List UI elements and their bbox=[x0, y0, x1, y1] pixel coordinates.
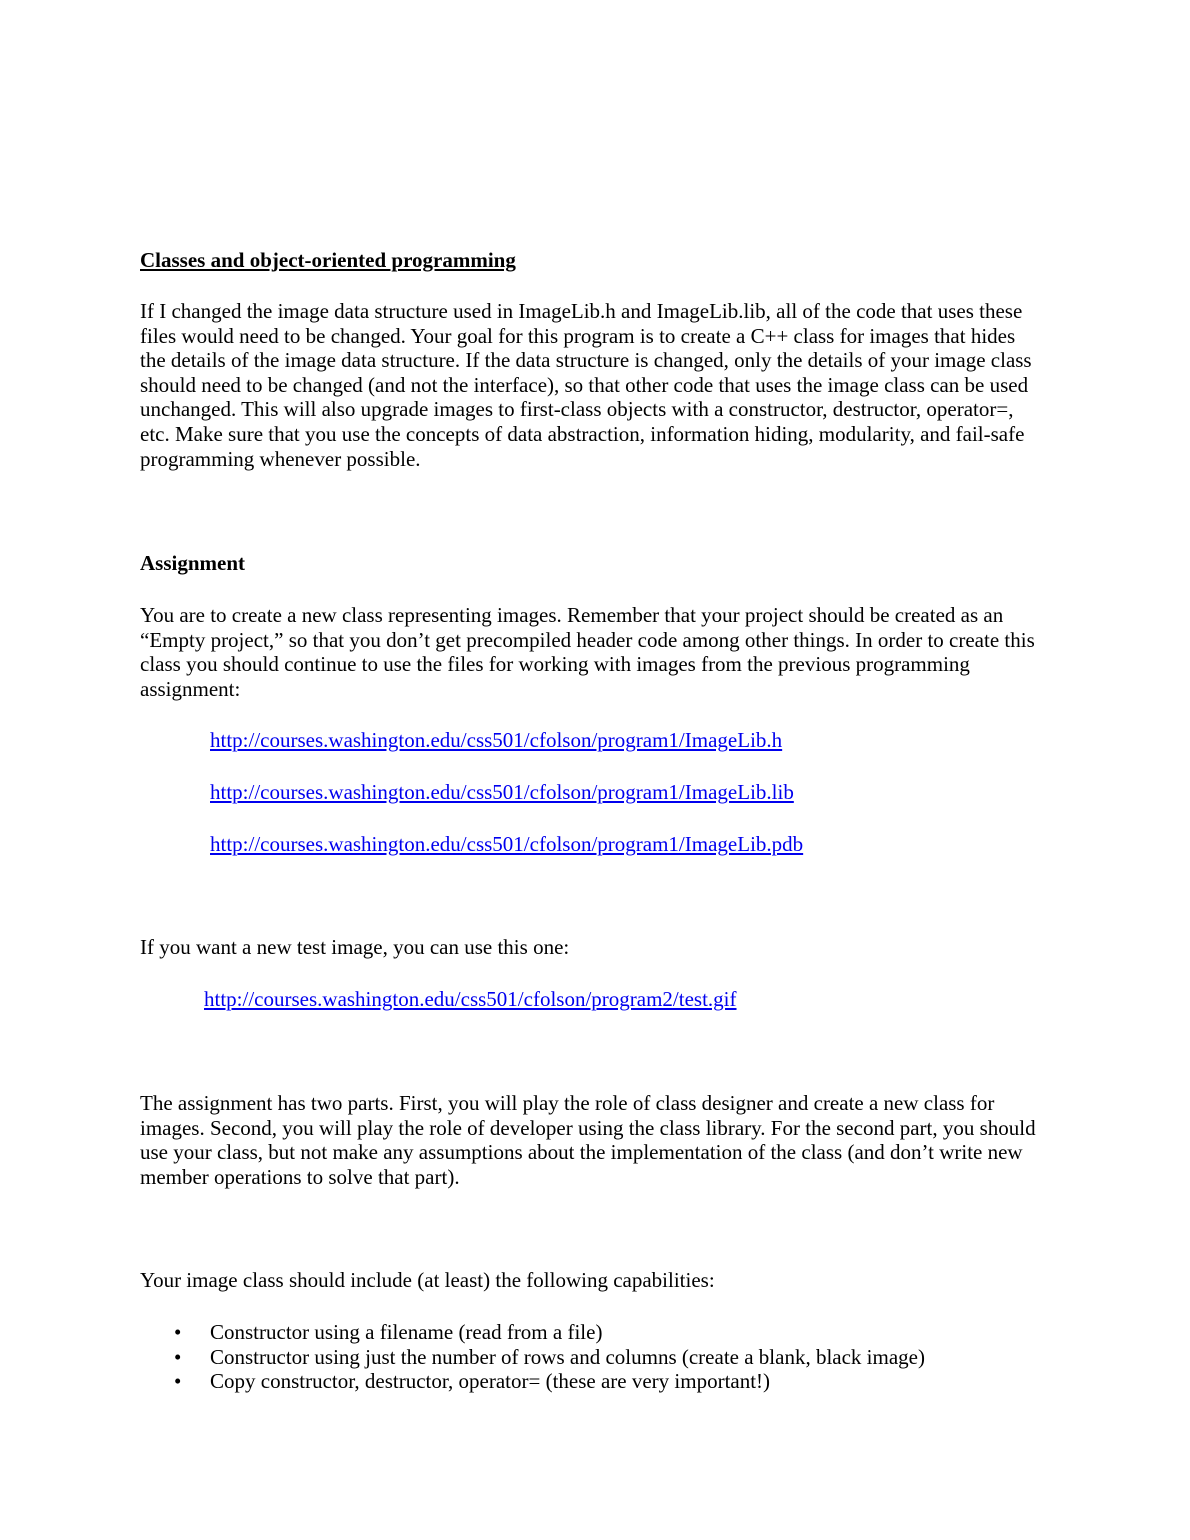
imagelib-pdb-link[interactable]: http://courses.washington.edu/css501/cfolson/program1/ImageLib.pdb bbox=[210, 832, 804, 856]
paragraph-line: the details of the image data structure. If the data structure is changed, only the details of your image class bbox=[140, 348, 1032, 373]
paragraph-line: If I changed the image data structure used in ImageLib.h and ImageLib.lib, all of the code that uses these bbox=[140, 299, 1023, 323]
paragraph-line: programming whenever possible. bbox=[140, 446, 421, 471]
test-gif-link[interactable]: http://courses.washington.edu/css501/cfolson/program2/test.gif bbox=[204, 987, 737, 1011]
capabilities-list bbox=[140, 1320, 925, 1394]
intro-paragraph bbox=[140, 299, 1060, 471]
capability-text: Copy constructor, destructor, operator= (these are very important!) bbox=[210, 1369, 771, 1394]
test-image-link-row bbox=[204, 987, 737, 1012]
assignment-parts-paragraph bbox=[140, 1091, 1060, 1189]
paragraph-line: images. Second, you will play the role of developer using the class library. For the second part, you should bbox=[140, 1115, 1036, 1140]
list-item bbox=[140, 1320, 925, 1345]
paragraph-line: assignment: bbox=[140, 676, 241, 701]
section-heading-classes: Classes and object-oriented programming bbox=[140, 248, 516, 272]
paragraph-line: The assignment has two parts. First, you will play the role of class designer and create a new class for bbox=[140, 1091, 995, 1115]
paragraph-line: etc. Make sure that you use the concepts of data abstraction, information hiding, modularity, and fail-safe bbox=[140, 421, 1025, 446]
paragraph-line: “Empty project,” so that you don’t get precompiled header code among other things. In order to create this bbox=[140, 627, 1035, 652]
imagelib-h-link[interactable]: http://courses.washington.edu/css501/cfolson/program1/ImageLib.h bbox=[210, 728, 783, 752]
paragraph-line: should need to be changed (and not the interface), so that other code that uses the image class can be used bbox=[140, 372, 1029, 397]
paragraph-line: files would need to be changed. Your goal for this program is to create a C++ class for images that hides bbox=[140, 323, 1016, 348]
test-image-text: If you want a new test image, you can use this one: bbox=[140, 935, 570, 959]
bullet-icon: • bbox=[174, 1344, 182, 1369]
paragraph-line: class you should continue to use the files for working with images from the previous programming bbox=[140, 652, 970, 677]
list-item bbox=[140, 1345, 925, 1370]
bullet-icon: • bbox=[174, 1369, 182, 1394]
paragraph-line: use your class, but not make any assumptions about the implementation of the class (and don’t write new bbox=[140, 1140, 1023, 1165]
section-heading-assignment: Assignment bbox=[140, 551, 246, 575]
imagelib-h-link-row bbox=[210, 728, 782, 753]
imagelib-pdb-link-row bbox=[210, 832, 803, 857]
list-item bbox=[140, 1369, 925, 1394]
bullet-icon: • bbox=[174, 1320, 182, 1344]
capability-text: Constructor using a filename (read from a file) bbox=[210, 1320, 603, 1344]
capability-text: Constructor using just the number of rows and columns (create a blank, black image) bbox=[210, 1344, 925, 1369]
paragraph-line: unchanged. This will also upgrade images to first-class objects with a constructor, destructor, operator=, bbox=[140, 397, 1014, 422]
capabilities-intro: Your image class should include (at least) the following capabilities: bbox=[140, 1268, 715, 1292]
paragraph-line: member operations to solve that part). bbox=[140, 1164, 460, 1189]
imagelib-lib-link[interactable]: http://courses.washington.edu/css501/cfolson/program1/ImageLib.lib bbox=[210, 780, 794, 804]
paragraph-line: You are to create a new class representing images. Remember that your project should be created as an bbox=[140, 603, 1004, 627]
imagelib-lib-link-row bbox=[210, 780, 794, 805]
assignment-intro-paragraph bbox=[140, 603, 1060, 701]
